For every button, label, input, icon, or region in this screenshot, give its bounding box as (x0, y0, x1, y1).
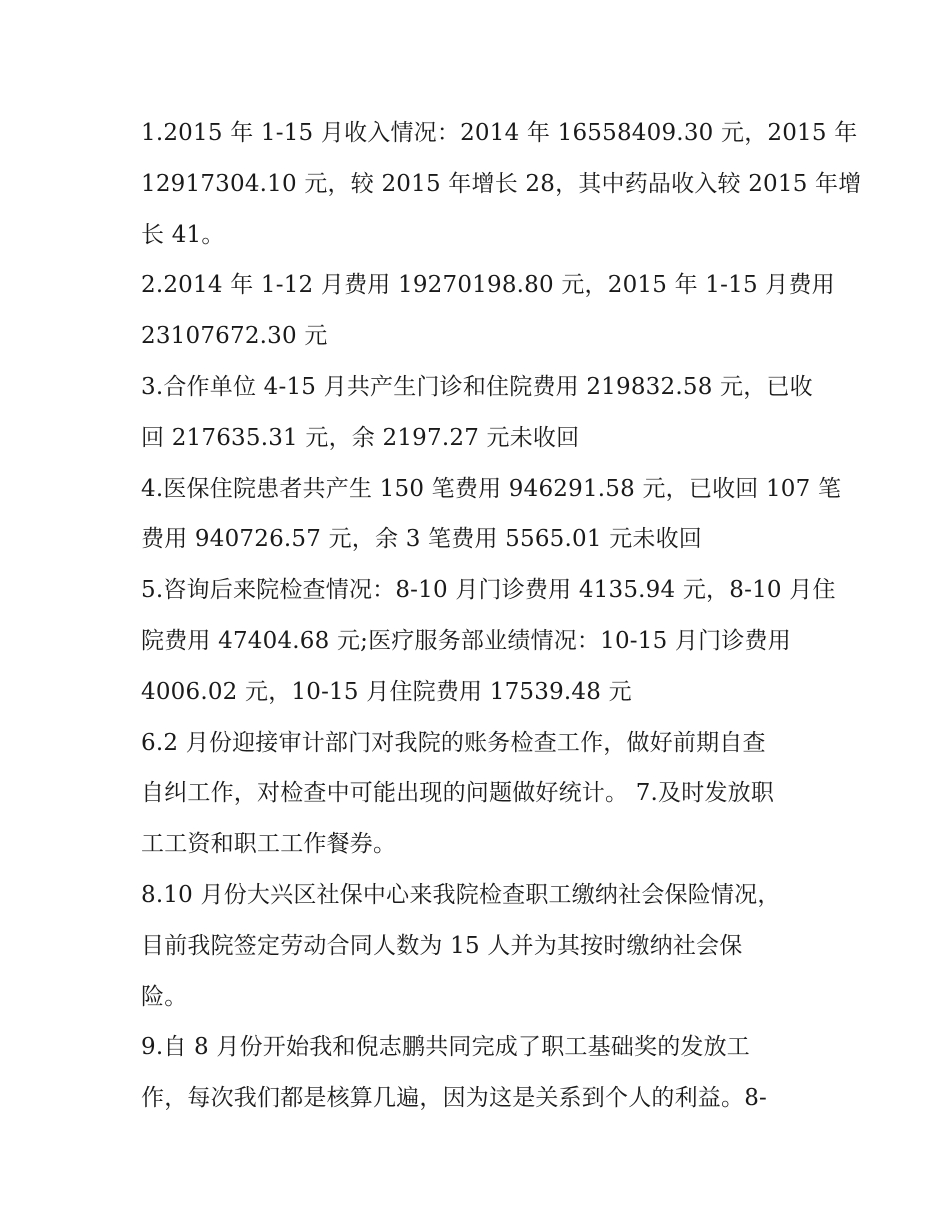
text-line: 9.自 8 月份开始我和倪志鹏共同完成了职工基础奖的发放工 (141, 1034, 750, 1061)
text-line: 4.医保住院患者共产生 150 笔费用 946291.58 元，已收回 107 笔 (141, 475, 842, 502)
text-line: 长 41。 (141, 221, 225, 248)
text-line: 自纠工作，对检查中可能出现的问题做好统计。 7.及时发放职 (141, 780, 775, 807)
text-line: 院费用 47404.68 元;医疗服务部业绩情况：10-15 月门诊费用 (141, 627, 791, 654)
text-line: 4006.02 元，10-15 月住院费用 17539.48 元 (141, 678, 632, 705)
text-line: 3.合作单位 4-15 月共产生门诊和住院费用 219832.58 元，已收 (141, 373, 813, 400)
text-line: 费用 940726.57 元，余 3 笔费用 5565.01 元未收回 (141, 526, 702, 553)
text-line: 1.2015 年 1-15 月收入情况：2014 年 16558409.30 元，2015 年 (141, 120, 858, 146)
text-line: 险。 (141, 983, 188, 1010)
text-line: 工工资和职工工作餐券。 (141, 831, 397, 858)
text-line: 回 217635.31 元，余 2197.27 元未收回 (141, 424, 580, 451)
text-line: 目前我院签定劳动合同人数为 15 人并为其按时缴纳社会保 (141, 932, 743, 959)
text-line: 作，每次我们都是核算几遍，因为这是关系到个人的利益。8- (141, 1085, 768, 1112)
text-line: 8.10 月份大兴区社保中心来我院检查职工缴纳社会保险情况， (141, 881, 781, 908)
document-body (141, 108, 862, 1124)
text-line: 6.2 月份迎接审计部门对我院的账务检查工作，做好前期自查 (141, 729, 766, 756)
text-line: 12917304.10 元，较 2015 年增长 28，其中药品收入较 2015 年增 (141, 170, 862, 197)
text-line: 23107672.30 元 (141, 323, 328, 350)
text-line: 2.2014 年 1-12 月费用 19270198.80 元，2015 年 1-15 月费用 (141, 272, 835, 299)
text-line: 5.咨询后来院检查情况：8-10 月门诊费用 4135.94 元，8-10 月住 (141, 577, 836, 604)
